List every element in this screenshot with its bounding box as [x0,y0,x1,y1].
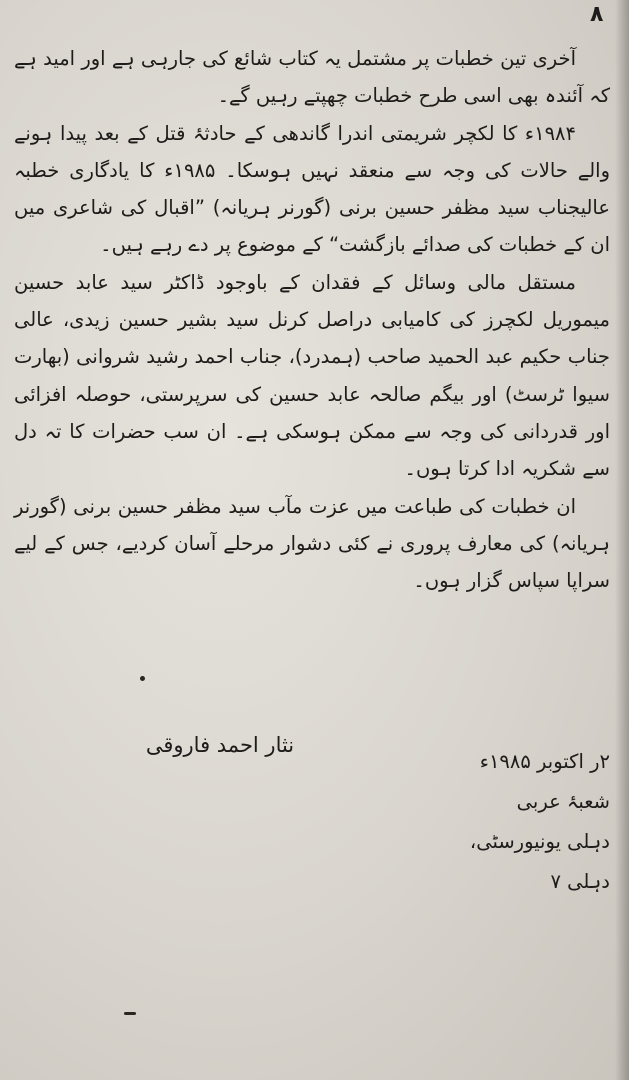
author-signature: نثار احمد فاروقی [145,733,295,757]
ink-dash-mark [124,1012,136,1015]
ink-dot-mark [140,676,145,681]
address-line: دہلی یونیورسٹی، دہلی ۷ [469,830,610,893]
date-place-block [440,742,610,902]
department-line: شعبۂ عربی [516,790,610,813]
body-text [14,40,610,599]
date-line: ۲ر اکتوبر ۱۹۸۵ء [479,750,610,773]
paragraph-3: مستقل مالی وسائل کے فقدان کے باوجود ڈاکٹر سید عابد حسین میموریل لکچرز کی کامیابی دراصل کرنل سید بشیر حسین زیدی، عالی جناب حکیم عبد الحمید صاحب (ہمدرد)، جناب احمد رشید شروانی (بھارت سیوا ٹرسٹ) اور بیگم صالحہ عابد حسین کی سرپرستی، حوصلہ افزائی اور قدردانی کی وجہ سے ممکن ہوسکی ہے۔ ان سب حضرات کا تہ دل سے شکریہ ادا کرتا ہوں۔ [14,270,610,481]
paragraph-2: ۱۹۸۴ء کا لکچر شریمتی اندرا گاندھی کے حادثۂ قتل کے بعد پیدا ہونے والے حالات کی وجہ سے منعقد نہیں ہوسکا۔ ۱۹۸۵ء کا یادگاری خطبہ عالیجناب سید مظفر حسین برنی (گورنر ہریانہ) ”اقبال کی شاعری میں ان کے خطبات کی صدائے بازگشت“ کے موضوع پر دے رہے ہیں۔ [14,121,610,257]
paragraph-4: ان خطبات کی طباعت میں عزت مآب سید مظفر حسین برنی (گورنر ہریانہ) کی معارف پروری نے کئی دشوار مرحلے آسان کردیے، جس کے لیے سراپا سپاس گزار ہوں۔ [14,494,610,593]
paragraph-1: آخری تین خطبات پر مشتمل یہ کتاب شائع کی جارہی ہے اور امید ہے کہ آئندہ بھی اسی طرح خطبات چھپتے رہیں گے۔ [14,47,610,108]
page-number: ۸ [590,2,604,27]
